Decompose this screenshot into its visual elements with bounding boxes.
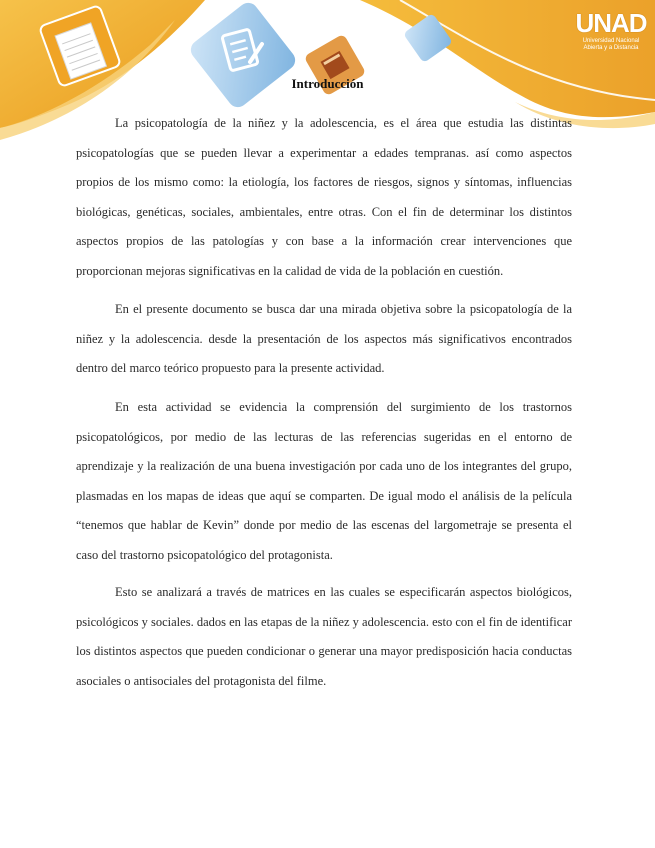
paragraph-1: La psicopatología de la niñez y la adolescencia, es el área que estudia las distintas psicopatologías que se pueden llevar a experimentar a edades tempranas. así como aspectos propios de los mismo como: la etiología, los factores de riesgos, signos y síntomas, influencias biológicas, genéticas, sociales, ambientales, entre otras. Con el fin de determinar los distintos aspectos propios de las patologías y con base a la información crear intervenciones que proporcionan mejoras significativas en la calidad de vida de la población en cuestión. xyxy=(76,116,572,278)
unad-logo xyxy=(574,8,648,60)
clipboard-checklist-icon xyxy=(187,0,299,111)
paragraph-3: En esta actividad se evidencia la comprensión del surgimiento de los trastornos psicopatológicos, por medio de las lecturas de las referencias sugeridas en el entorno de aprendizaje y la realización de una buena investigación por cada uno de los integrantes del grupo, plasmadas en los mapas de ideas que aquí se comparten. De igual modo el análisis de la película “tenemos que hablar de Kevin” donde por medio de las escenas del largometraje se presenta el caso del trastorno psicopatológico del protagonista. xyxy=(76,400,572,562)
logo-text: UNAD xyxy=(575,8,647,38)
logo-subtitle: Universidad Nacional Abierta y a Distancia xyxy=(582,38,640,51)
paragraph-2: En el presente documento se busca dar una mirada objetiva sobre la psicopatología de la niñez y la adolescencia. desde la presentación de los aspectos más significativos encontrados dentro del marco teórico propuesto para la presente actividad. xyxy=(76,302,572,375)
page-title: Introducción xyxy=(291,76,364,91)
paragraph-4: Esto se analizará a través de matrices en las cuales se especificarán aspectos biológicos, psicológicos y sociales. dados en las etapas de la niñez y adolescencia. esto con el fin de identificar los distintos aspectos que pueden condicionar o generar una mayor predisposición hacia conductas asociales o antisociales del protagonista del filme. xyxy=(76,585,573,688)
